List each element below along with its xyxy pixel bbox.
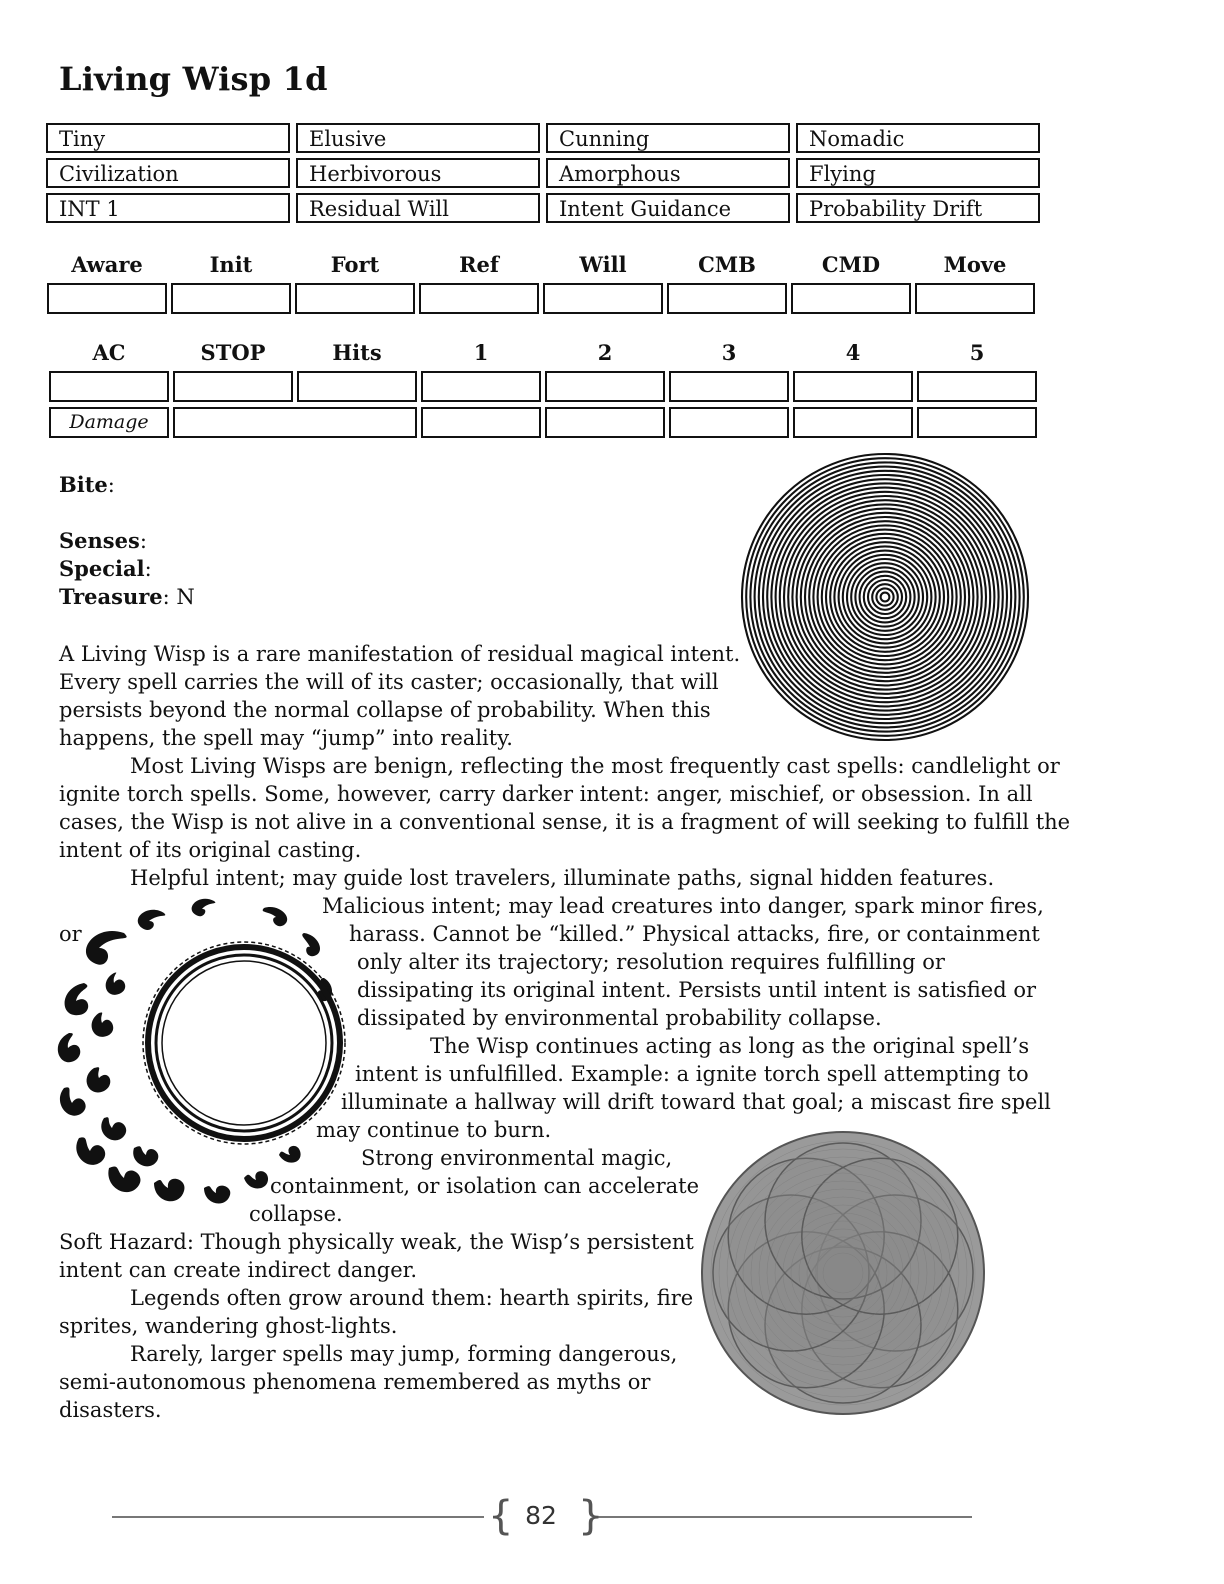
body-line: illuminate a hallway will drift toward that goal; a miscast fire spell xyxy=(341,1090,1051,1114)
body-line: Strong environmental magic, xyxy=(361,1146,673,1170)
treasure-value: N xyxy=(176,585,195,609)
trait-cell: INT 1 xyxy=(46,193,290,223)
ring xyxy=(809,521,961,673)
bite-field: Bite: xyxy=(59,472,115,497)
ring xyxy=(780,492,990,702)
combat-header-row xyxy=(49,340,1037,366)
creature-title: Living Wisp 1d xyxy=(59,60,328,98)
body-line: dissipated by environmental probability collapse. xyxy=(357,1006,882,1030)
body-line: Helpful intent; may guide lost travelers, illuminate paths, signal hidden features. xyxy=(130,866,995,890)
trait-cell: Flying xyxy=(796,158,1040,188)
stat-header: Init xyxy=(209,252,253,277)
body-line: Legends often grow around them: hearth spirits, fire xyxy=(130,1286,694,1310)
body-line: Most Living Wisps are benign, reflecting the most frequently cast spells: candlelight or xyxy=(130,754,1060,778)
trait-grid xyxy=(46,123,1040,223)
combat-header: 5 xyxy=(969,340,985,365)
combat-header: STOP xyxy=(200,340,266,365)
combat-header: AC xyxy=(92,340,126,365)
ring xyxy=(864,576,906,618)
stat-header: Move xyxy=(943,252,1007,277)
combat-header: 2 xyxy=(597,340,613,365)
trait-cell: Nomadic xyxy=(796,123,1040,153)
ring xyxy=(792,504,977,689)
body-line: Malicious intent; may lead creatures into danger, spark minor fires, xyxy=(322,894,1044,918)
body-line: Rarely, larger spells may jump, forming dangerous, xyxy=(130,1342,678,1366)
body-line: sprites, wandering ghost-lights. xyxy=(59,1314,398,1338)
ring xyxy=(755,467,1016,728)
combat-box[interactable] xyxy=(669,371,789,402)
ring xyxy=(839,551,932,644)
special-field: Special: xyxy=(59,556,152,581)
trait-cell: Intent Guidance xyxy=(546,193,790,223)
body-line: disasters. xyxy=(59,1398,162,1422)
flower-of-life-illustration xyxy=(700,1130,986,1416)
left-brace-ornament: { xyxy=(488,1493,514,1539)
stat-header: Will xyxy=(579,252,627,277)
trait-cell: Tiny xyxy=(46,123,290,153)
stat-header: CMD xyxy=(821,252,881,277)
trait-cell: Probability Drift xyxy=(796,193,1040,223)
body-line: harass. Cannot be “killed.” Physical attacks, fire, or containment xyxy=(349,922,1040,946)
body-line: or xyxy=(59,922,82,946)
combat-box[interactable] xyxy=(545,371,665,402)
body-line: intent is unfulfilled. Example: a ignite torch spell attempting to xyxy=(355,1062,1029,1086)
page-number: 82 xyxy=(525,1501,557,1530)
body-line: The Wisp continues acting as long as the original spell’s xyxy=(430,1034,1030,1058)
damage-box[interactable] xyxy=(173,407,417,438)
ring xyxy=(767,479,1003,715)
ring xyxy=(876,588,893,605)
body-line: collapse. xyxy=(249,1202,343,1226)
damage-label: Damage xyxy=(49,407,169,438)
body-line: only alter its trajectory; resolution requires fulfilling or xyxy=(357,950,945,974)
treasure-label: Treasure xyxy=(59,584,163,609)
body-line: persists beyond the normal collapse of probability. When this xyxy=(59,698,711,722)
ring xyxy=(881,593,890,602)
ring xyxy=(822,534,948,660)
body-line: Soft Hazard: Though physically weak, the Wisp’s persistent xyxy=(59,1230,694,1254)
trait-cell: Elusive xyxy=(296,123,540,153)
combat-box[interactable] xyxy=(297,371,417,402)
stat-box[interactable] xyxy=(171,283,291,314)
combat-header: 1 xyxy=(473,340,489,365)
stat-box[interactable] xyxy=(915,283,1035,314)
body-line: intent of its original casting. xyxy=(59,838,362,862)
trait-cell: Cunning xyxy=(546,123,790,153)
trait-cell: Civilization xyxy=(46,158,290,188)
trait-cell: Residual Will xyxy=(296,193,540,223)
stat-box[interactable] xyxy=(791,283,911,314)
combat-box[interactable] xyxy=(173,371,293,402)
damage-box[interactable] xyxy=(545,407,665,438)
right-brace-ornament: } xyxy=(578,1493,604,1539)
body-line: semi-autonomous phenomena remembered as myths or xyxy=(59,1370,651,1394)
combat-header: 3 xyxy=(721,340,737,365)
stat-header: CMB xyxy=(698,252,756,277)
body-line: A Living Wisp is a rare manifestation of residual magical intent. xyxy=(59,642,741,666)
damage-box[interactable] xyxy=(917,407,1037,438)
ring xyxy=(763,475,1007,719)
senses-label: Senses xyxy=(59,528,140,553)
combat-box[interactable] xyxy=(49,371,169,402)
combat-box[interactable] xyxy=(793,371,913,402)
body-line: Every spell carries the will of its caster; occasionally, that will xyxy=(59,670,719,694)
damage-box[interactable] xyxy=(669,407,789,438)
body-line: containment, or isolation can accelerate xyxy=(270,1174,700,1198)
stat-box[interactable] xyxy=(419,283,539,314)
stat-header: Ref xyxy=(459,252,499,277)
senses-field: Senses: xyxy=(59,528,147,553)
body-line: cases, the Wisp is not alive in a conventional sense, it is a fragment of will seeking to fulfill the xyxy=(59,810,1071,834)
body-line: may continue to burn. xyxy=(316,1118,552,1142)
stat-box[interactable] xyxy=(667,283,787,314)
ring xyxy=(797,509,974,686)
combat-box[interactable] xyxy=(917,371,1037,402)
footer-rule-left xyxy=(112,1516,484,1518)
stat-header: Aware xyxy=(71,252,143,277)
treasure-field: Treasure: N xyxy=(59,584,195,609)
body-line: dissipating its original intent. Persists until intent is satisfied or xyxy=(357,978,1037,1002)
combat-box[interactable] xyxy=(421,371,541,402)
ring xyxy=(847,559,923,635)
stats-header-row xyxy=(47,252,1035,278)
bite-label: Bite xyxy=(59,472,108,497)
body-line: happens, the spell may “jump” into reality. xyxy=(59,726,513,750)
damage-box[interactable] xyxy=(793,407,913,438)
trait-cell: Herbivorous xyxy=(296,158,540,188)
damage-box[interactable] xyxy=(421,407,541,438)
combat-header: 4 xyxy=(845,340,861,365)
ring xyxy=(805,517,965,677)
trait-cell: Amorphous xyxy=(546,158,790,188)
ornate-frame-illustration xyxy=(54,893,354,1213)
footer-rule-right xyxy=(598,1516,972,1518)
damage-row xyxy=(49,407,1037,438)
stat-box[interactable] xyxy=(543,283,663,314)
ring xyxy=(750,462,1019,731)
body-line: intent can create indirect danger. xyxy=(59,1258,418,1282)
stat-box[interactable] xyxy=(47,283,167,314)
stats-value-row xyxy=(47,283,1035,314)
body-line: ignite torch spells. Some, however, carry darker intent: anger, mischief, or obsession. In all xyxy=(59,782,1033,806)
concentric-rings-illustration xyxy=(740,452,1030,742)
combat-header: Hits xyxy=(332,340,382,365)
combat-value-row xyxy=(49,371,1037,402)
stat-header: Fort xyxy=(330,252,380,277)
stat-box[interactable] xyxy=(295,283,415,314)
special-label: Special xyxy=(59,556,145,581)
ring xyxy=(834,546,935,647)
ring xyxy=(851,563,919,631)
